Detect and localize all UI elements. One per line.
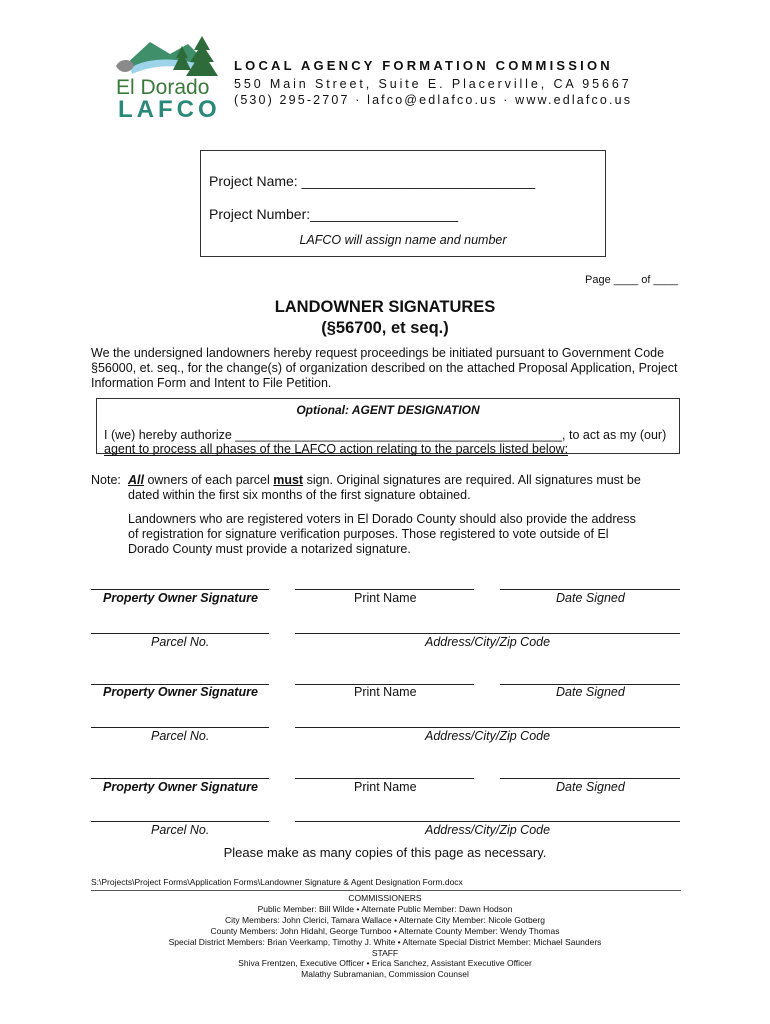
- agent-authorize-text: agent to process all phases of the LAFCO action relating to the parcels listed below:: [104, 442, 569, 456]
- date-signed-line[interactable]: [500, 778, 680, 779]
- agent-authorize-field[interactable]: I (we) hereby authorize _______________________________________________, to act as my (our): [104, 428, 667, 442]
- address-line[interactable]: [295, 821, 680, 822]
- note-paragraph-2: Landowners who are registered voters in El Dorado County should also provide the address of registration for signature verification purposes. Those registered to vote outside of El Dorado County must provide a notarized signature.: [128, 512, 636, 556]
- project-note: LAFCO will assign name and number: [299, 233, 507, 247]
- file-path: S:\Projects\Project Forms\Application Forms\Landowner Signature & Agent Designation Form.docx: [91, 877, 463, 887]
- footer-staff-line-1: Shiva Frentzen, Executive Officer • Erica Sanchez, Assistant Executive Officer: [238, 958, 532, 969]
- owner-signature-label: Property Owner Signature: [103, 780, 258, 794]
- footer-staff-line-2: Malathy Subramanian, Commission Counsel: [301, 969, 469, 980]
- footer-public-members: Public Member: Bill Wilde • Alternate Public Member: Dawn Hodson: [257, 903, 513, 914]
- form-subtitle: (§56700, et seq.): [321, 319, 449, 337]
- owner-signature-line[interactable]: [91, 589, 269, 590]
- footer-commissioners-heading: COMMISSIONERS: [348, 893, 422, 903]
- note-text-b: sign. Original signatures are required. All signatures must be dated within the first six months of the first signature obtained.: [128, 473, 641, 502]
- parcel-number-label: Parcel No.: [151, 635, 210, 649]
- parcel-number-line[interactable]: [91, 821, 269, 822]
- footer: [0, 893, 770, 980]
- note-paragraph-1: [128, 473, 648, 503]
- parcel-number-line[interactable]: [91, 727, 269, 728]
- project-name-field[interactable]: Project Name: ______________________________: [209, 173, 536, 189]
- footer-special-district-members: Special District Members: Brian Veerkamp, Timothy J. White • Alternate Special District Member: Michael Saunders: [168, 936, 602, 947]
- owner-signature-label: Property Owner Signature: [103, 685, 258, 699]
- logo-text-el-dorado: El Dorado: [116, 76, 210, 99]
- logo-text-lafco: LAFCO: [118, 96, 221, 123]
- copies-note: Please make as many copies of this page as necessary.: [223, 845, 547, 860]
- footer-staff-heading: STAFF: [371, 947, 399, 958]
- address-line[interactable]: [295, 727, 680, 728]
- parcel-number-label: Parcel No.: [151, 729, 210, 743]
- print-name-line[interactable]: [295, 778, 474, 779]
- address-line[interactable]: [295, 633, 680, 634]
- address-label: Address/City/Zip Code: [425, 823, 551, 837]
- print-name-label: Print Name: [354, 591, 417, 605]
- note-text-a: owners of each parcel: [143, 473, 274, 487]
- agent-designation-title: Optional: AGENT DESIGNATION: [296, 403, 480, 417]
- note-word-all: All: [128, 473, 144, 487]
- date-signed-label: Date Signed: [556, 591, 625, 605]
- note-label: Note:: [91, 473, 121, 487]
- agency-name: LOCAL AGENCY FORMATION COMMISSION: [234, 58, 613, 73]
- date-signed-label: Date Signed: [556, 685, 625, 699]
- parcel-number-label: Parcel No.: [151, 823, 210, 837]
- address-label: Address/City/Zip Code: [425, 729, 551, 743]
- note-word-must: must: [273, 473, 304, 487]
- address-label: Address/City/Zip Code: [425, 635, 551, 649]
- print-name-label: Print Name: [354, 685, 417, 699]
- owner-signature-line[interactable]: [91, 778, 269, 779]
- footer-city-members: City Members: John Clerici, Tamara Wallace • Alternate City Member: Nicole Gotberg: [225, 914, 545, 925]
- form-title: LANDOWNER SIGNATURES: [274, 298, 496, 316]
- date-signed-label: Date Signed: [556, 780, 625, 794]
- agency-address: 550 Main Street, Suite E. Placerville, CA 95667: [234, 77, 632, 91]
- owner-signature-label: Property Owner Signature: [103, 591, 258, 605]
- date-signed-line[interactable]: [500, 589, 680, 590]
- agency-contact: (530) 295-2707 · lafco@edlafco.us · www.edlafco.us: [234, 93, 633, 107]
- footer-divider: [91, 890, 681, 891]
- parcel-number-line[interactable]: [91, 633, 269, 634]
- project-number-field[interactable]: Project Number:___________________: [209, 206, 459, 222]
- page-number-field[interactable]: Page ____ of ____: [585, 274, 678, 286]
- footer-county-members: County Members: John Hidahl, George Turnboo • Alternate County Member: Wendy Thomas: [210, 925, 560, 936]
- intro-paragraph: We the undersigned landowners hereby request proceedings be initiated pursuant to Government Code §56000, et. seq., for the change(s) of organization described on the attached Proposal Application, Project Information Form and Intent to File Petition.: [91, 346, 678, 390]
- print-name-label: Print Name: [354, 780, 417, 794]
- print-name-line[interactable]: [295, 589, 474, 590]
